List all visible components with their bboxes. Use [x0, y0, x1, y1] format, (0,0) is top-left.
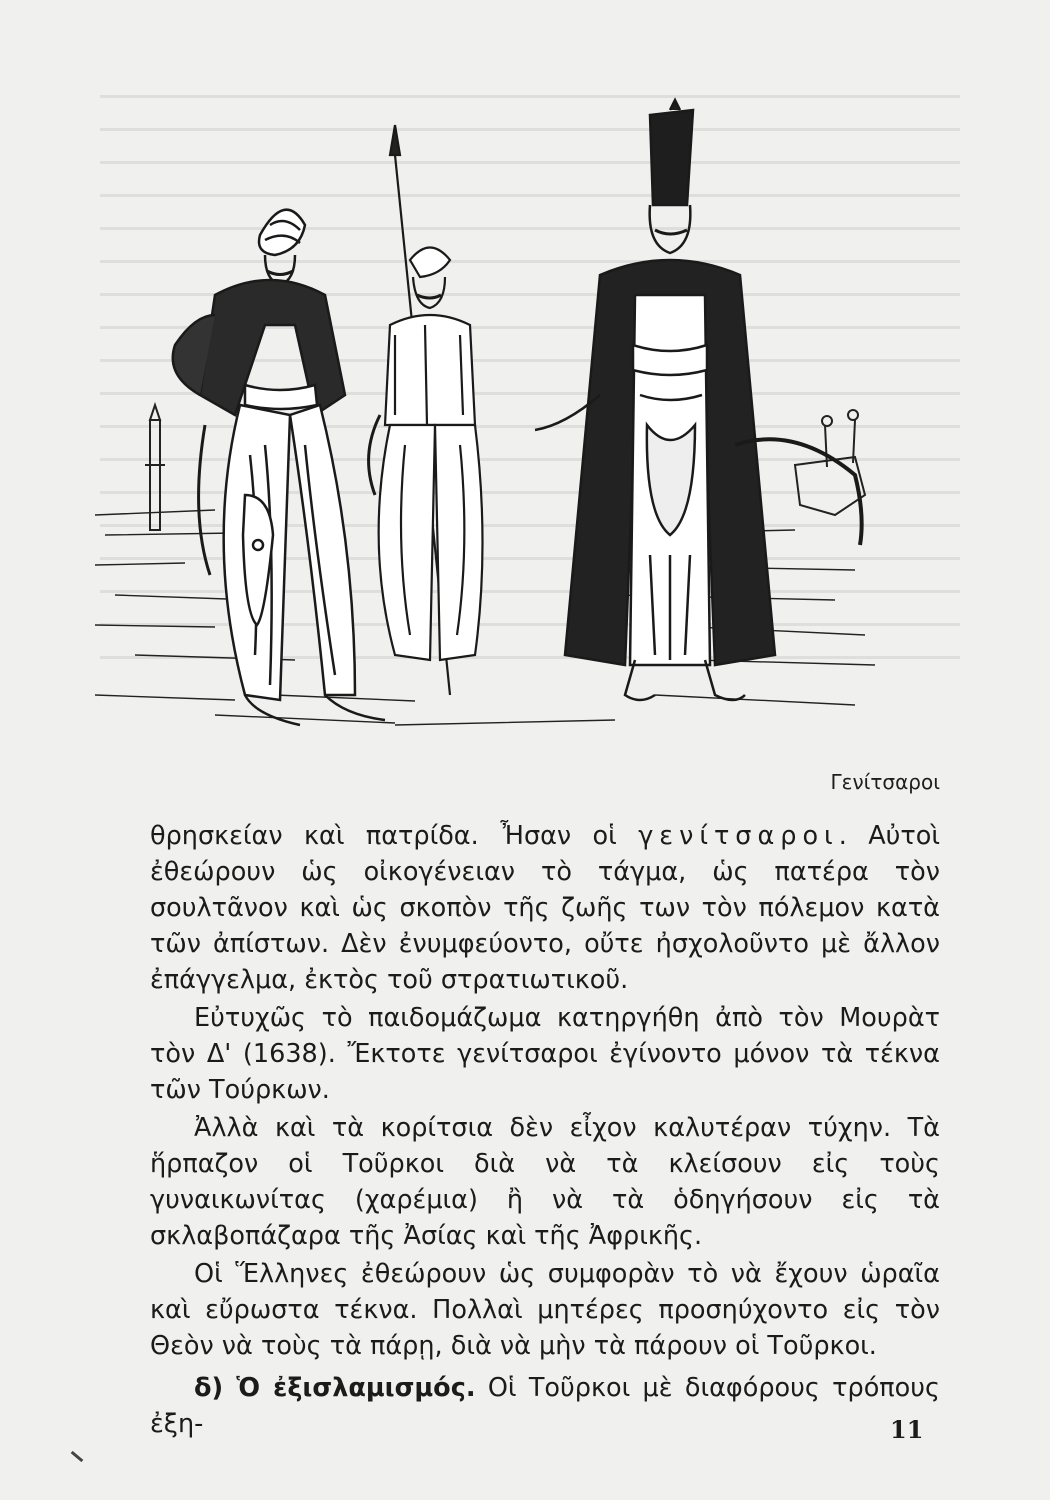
minaret: [145, 405, 165, 530]
paragraph-2: Εὐτυχῶς τὸ παιδομάζωμα κατηργήθη ἀπὸ τὸν Μουρὰτ τὸν Δ' (1638). Ἔκτοτε γενίτσαροι ἐγίνοντο μόνον τὰ τέκνα τῶν Τούρκων.: [150, 1003, 940, 1105]
left-janissary: [173, 210, 385, 725]
paragraph-1-start: θρησκείαν καὶ πατρίδα. Ἦσαν οἱ: [150, 821, 639, 851]
paragraph-1: [150, 818, 940, 998]
page-number: 11: [890, 1415, 924, 1444]
body-text: [150, 818, 940, 1442]
section-heading: δ) Ὁ ἐξισλαμισμός.: [194, 1373, 476, 1403]
distant-horsemen: [795, 410, 865, 515]
emphasized-term: γενίτσαροι: [638, 821, 839, 851]
figure-caption: Γενίτσαροι: [830, 770, 940, 794]
paragraph-4: Οἱ Ἕλληνες ἐθεώρουν ὡς συμφορὰν τὸ νὰ ἔχουν ὡραῖα καὶ εὔρωστα τέκνα. Πολλαὶ μητέρες προσηύχοντο εἰς τὸν Θεὸν νὰ τοὺς τὰ πάρῃ, διὰ νὰ μὴν τὰ πάρουν οἱ Τοῦρκοι.: [150, 1259, 940, 1361]
section-text: Οἱ Τοῦρκοι μὲ διαφόρους τρόπους ἐξη-: [150, 1373, 940, 1439]
paragraph-3: Ἀλλὰ καὶ τὰ κορίτσια δὲν εἶχον καλυτέραν τύχην. Τὰ ἥρπαζον οἱ Τοῦρκοι διὰ νὰ τὰ κλείσουν εἰς τοὺς γυναικωνίτας (χαρέμια) ἢ νὰ τὰ ὁδηγήσουν εἰς τὰ σκλαβοπάζαρα τῆς Ἀσίας καὶ τῆς Ἀφρικῆς.: [150, 1113, 940, 1251]
center-janissary: [369, 125, 483, 695]
right-officer: [535, 100, 862, 700]
section-paragraph: [150, 1370, 940, 1442]
janissaries-illustration: [95, 95, 875, 745]
paragraph-1-rest: . Αὐτοὶ ἐθεώρουν ὡς οἰκογένειαν τὸ τάγμα, ὡς πατέρα τὸν σουλτᾶνον καὶ ὡς σκοπὸν τῆς ζωῆς των τὸν πόλεμον κατὰ τῶν ἀπίστων. Δὲν ἐνυμφεύοντο, οὔτε ἠσχολοῦντο μὲ ἄλλον ἐπάγγελμα, ἐκτὸς τοῦ στρατιωτικοῦ.: [150, 821, 940, 995]
scan-mark: [71, 1451, 84, 1462]
